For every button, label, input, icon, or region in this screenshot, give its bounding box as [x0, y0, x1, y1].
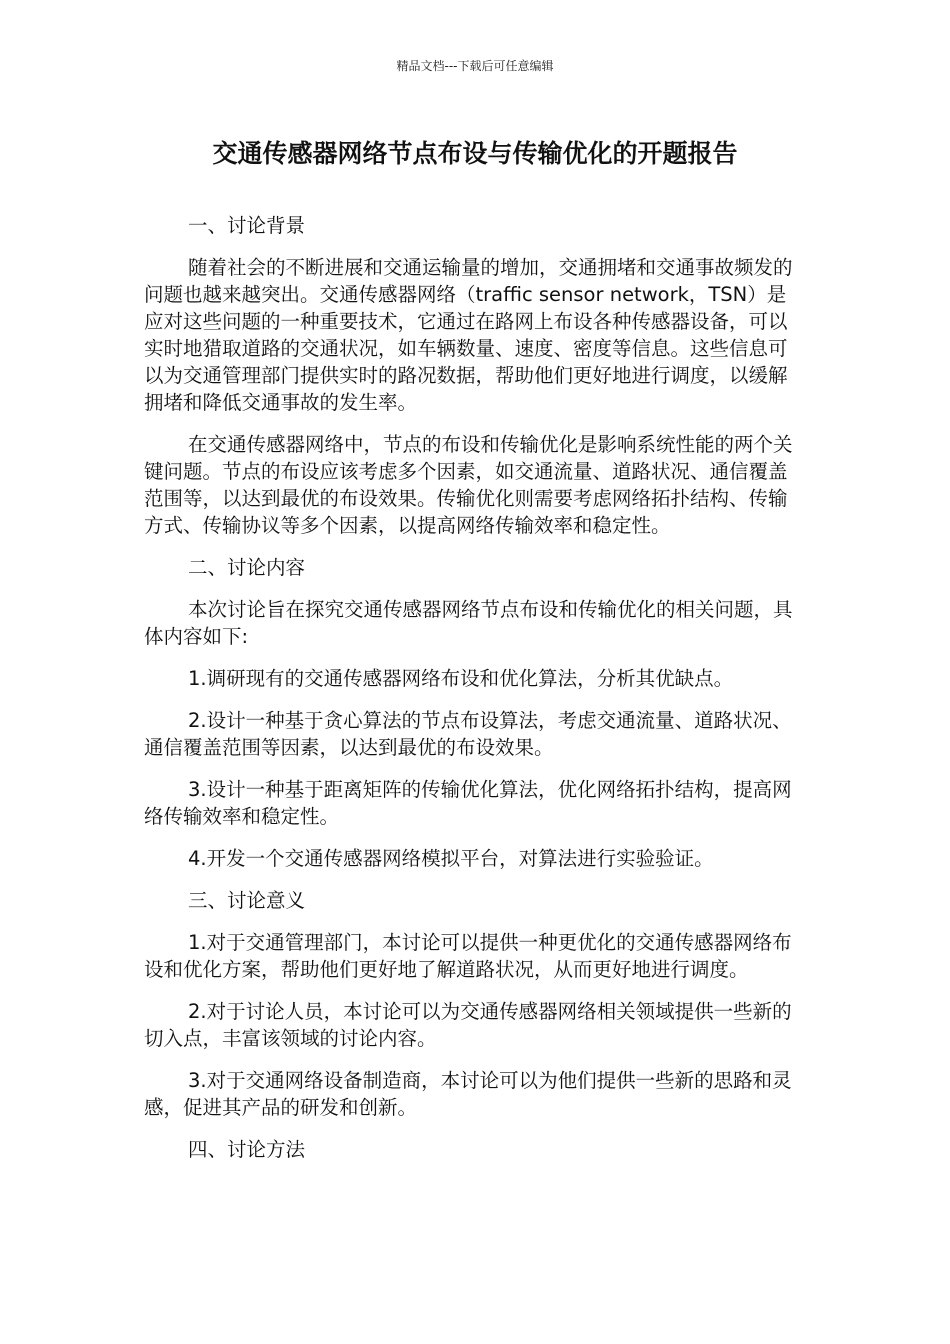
section-heading-significance: 三、讨论意义	[188, 889, 306, 912]
list-item: 3.对于交通网络设备制造商，本讨论可以为他们提供一些新的思路和灵感，促进其产品的研发和创新。	[144, 1069, 792, 1119]
document-body	[144, 212, 804, 1178]
paragraph: 本次讨论旨在探究交通传感器网络节点布设和传输优化的相关问题，具体内容如下:	[144, 598, 793, 648]
header-note: 精品文档---下载后可任意编辑	[396, 59, 554, 73]
paragraph: 在交通传感器网络中，节点的布设和传输优化是影响系统性能的两个关键问题。节点的布设应该考虑多个因素，如交通流量、道路状况、通信覆盖范围等，以达到最优的布设效果。传输优化则需要考虑网络拓扑结构、传输方式、传输协议等多个因素，以提高网络传输效率和稳定性。	[144, 433, 793, 537]
document-title: 交通传感器网络节点布设与传输优化的开题报告	[212, 139, 738, 168]
paragraph: 随着社会的不断进展和交通运输量的增加，交通拥堵和交通事故频发的问题也越来越突出。交通传感器网络（traffic sensor network，TSN）是应对这些问题的一种重要技术，它通过在路网上布设各种传感器设备，可以实时地猎取道路的交通状况，如车辆数量、速度、密度等信息。这些信息可以为交通管理部门提供实时的路况数据，帮助他们更好地进行调度，以缓解拥堵和降低交通事故的发生率。	[144, 256, 793, 414]
list-item: 2.对于讨论人员，本讨论可以为交通传感器网络相关领域提供一些新的切入点，丰富该领域的讨论内容。	[144, 1000, 792, 1050]
list-item: 4.开发一个交通传感器网络模拟平台，对算法进行实验验证。	[188, 847, 714, 870]
list-item: 1.对于交通管理部门，本讨论可以提供一种更优化的交通传感器网络布设和优化方案，帮助他们更好地了解道路状况，从而更好地进行调度。	[144, 931, 792, 981]
section-heading-methods: 四、讨论方法	[188, 1138, 306, 1161]
list-item: 3.设计一种基于距离矩阵的传输优化算法，优化网络拓扑结构，提高网络传输效率和稳定性。	[144, 778, 792, 828]
section-heading-background: 一、讨论背景	[188, 214, 306, 237]
list-item: 1.调研现有的交通传感器网络布设和优化算法，分析其优缺点。	[188, 667, 734, 690]
list-item: 2.设计一种基于贪心算法的节点布设算法，考虑交通流量、道路状况、通信覆盖范围等因素，以达到最优的布设效果。	[144, 709, 792, 759]
section-heading-content: 二、讨论内容	[188, 556, 306, 579]
